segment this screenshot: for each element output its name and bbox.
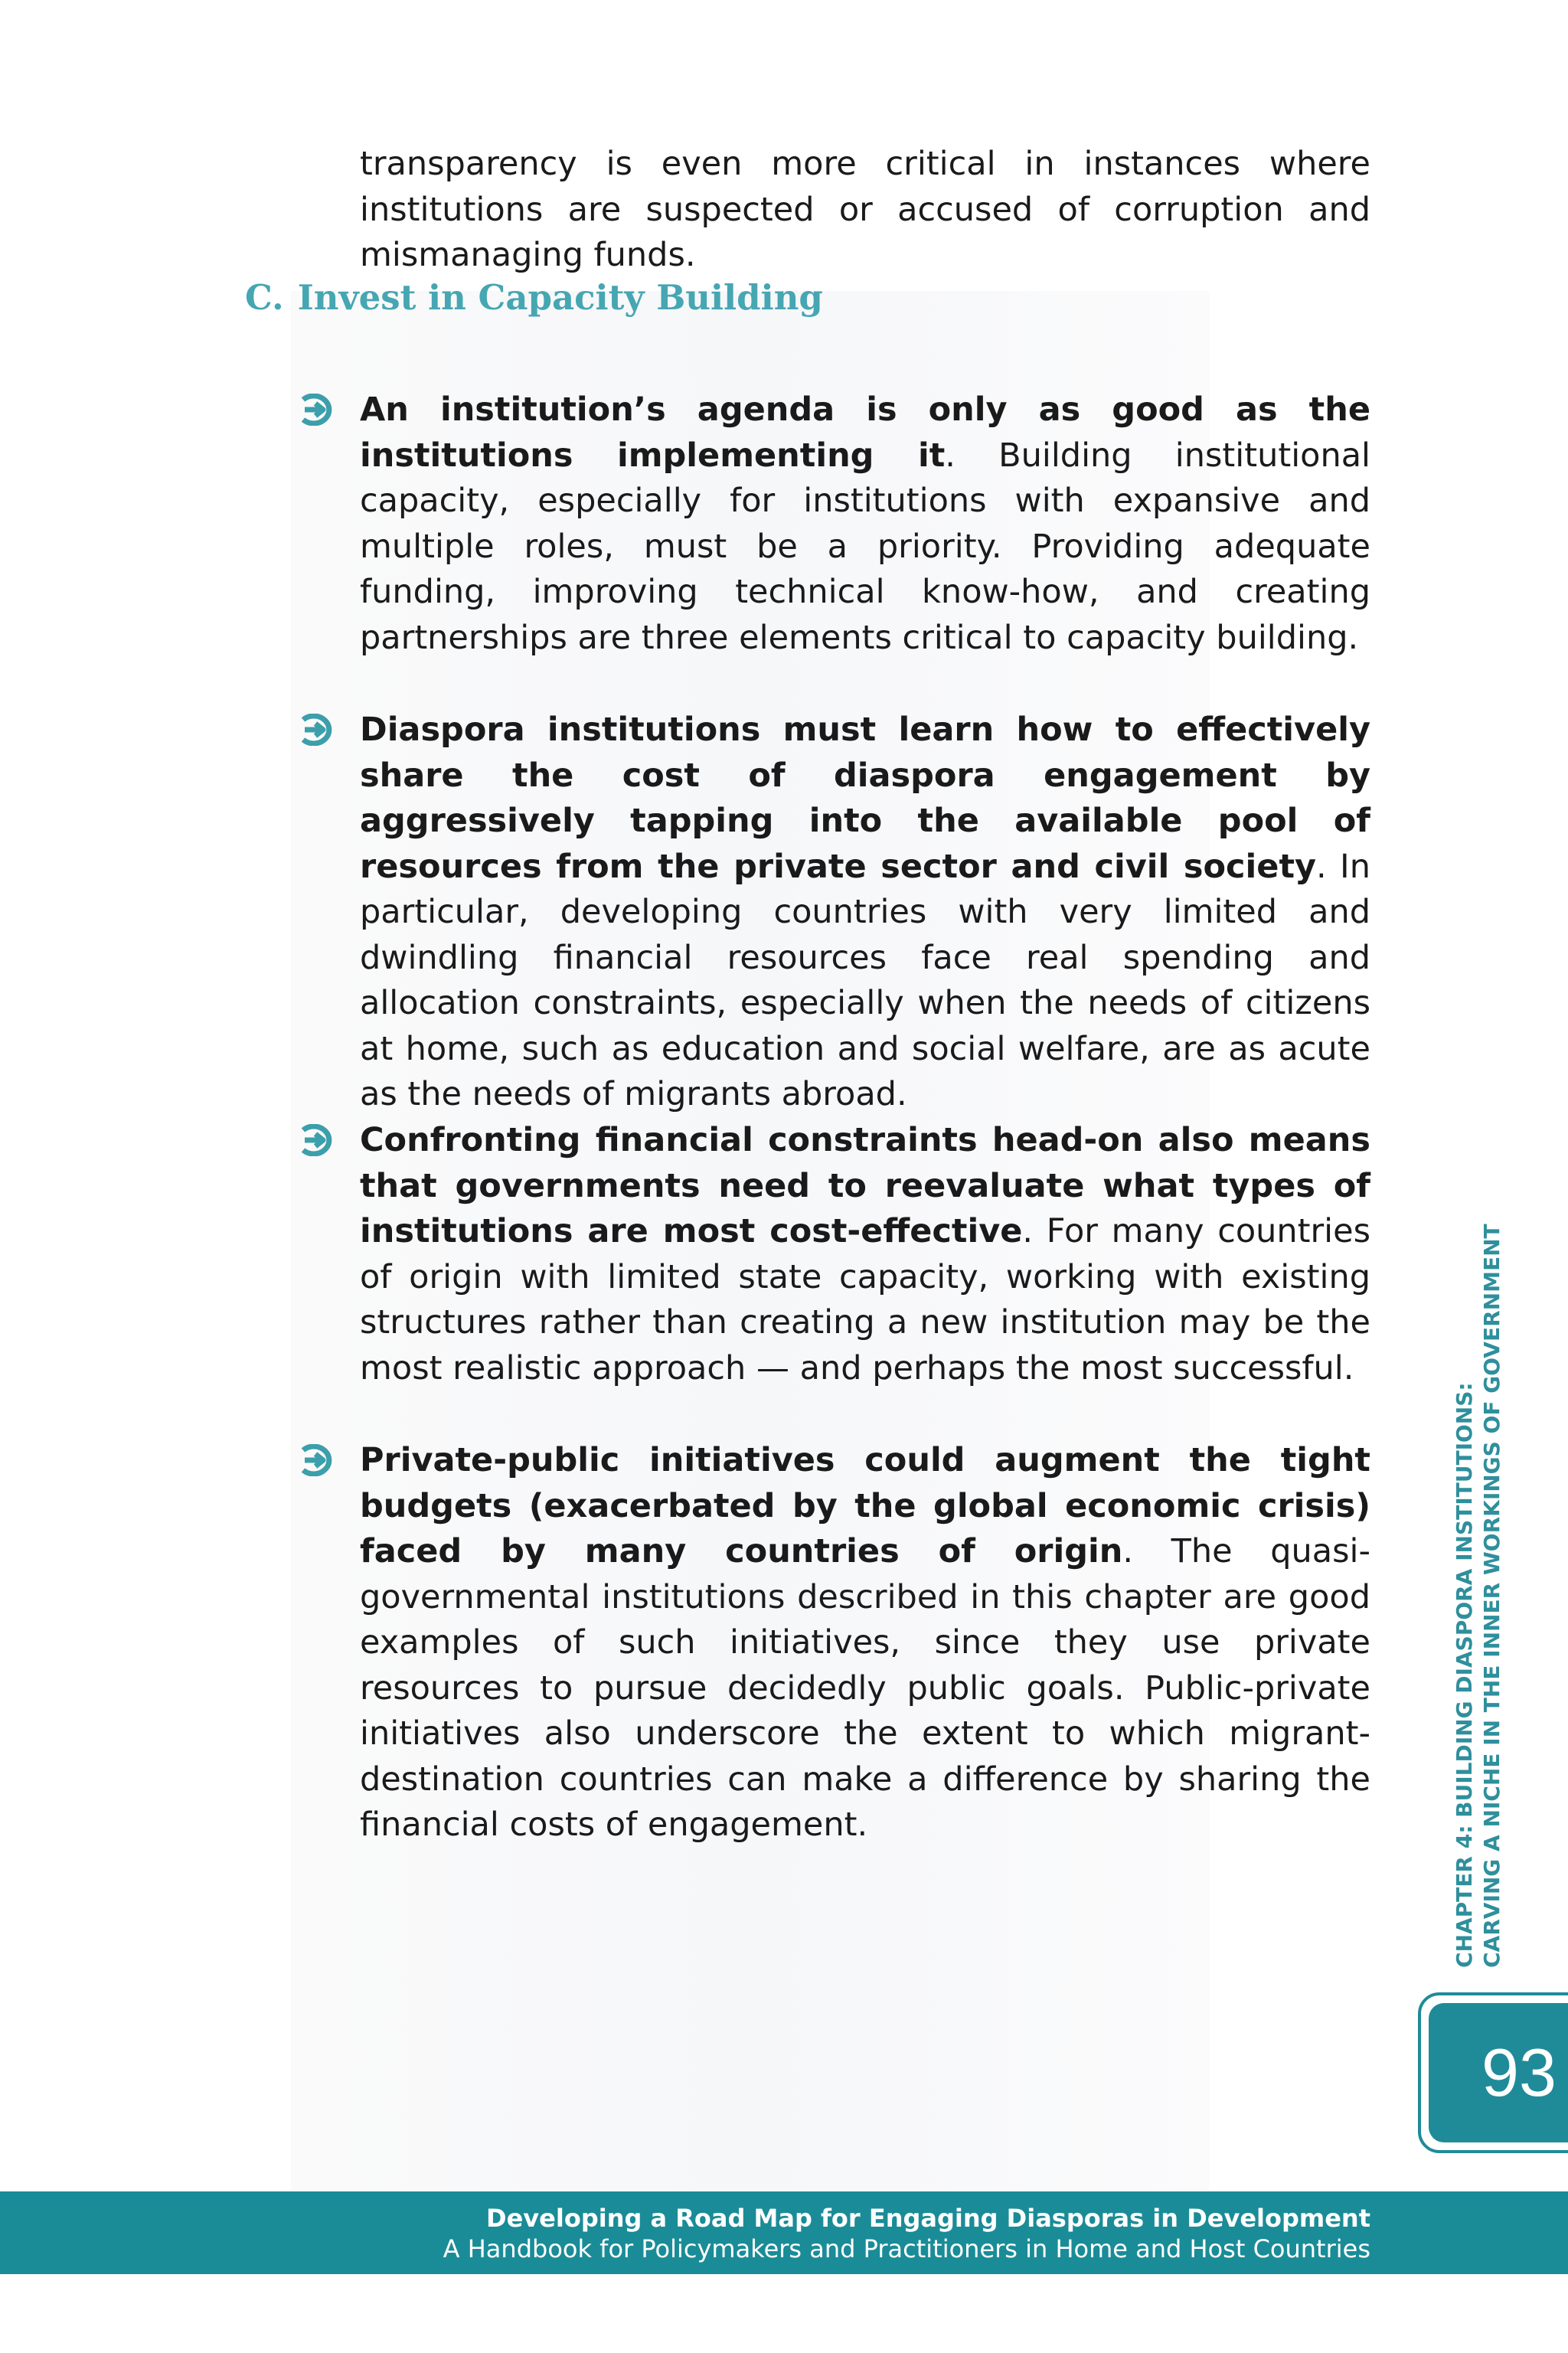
bullet-item	[360, 387, 1370, 661]
intro-paragraph: transparency is even more critical in instances where institutions are suspected or accused of corruption and mismanaging funds.	[360, 145, 1370, 274]
footer-subtitle: A Handbook for Policymakers and Practitioners in Home and Host Countries	[443, 2234, 1370, 2263]
bullet-paragraph	[360, 1118, 1370, 1391]
bullet-bold: Private-public initiatives could augment the tight budgets (exacerbated by the global economic crisis) faced by many countries of origin	[360, 1441, 1370, 1570]
page-number: 93	[1481, 2034, 1557, 2110]
bullet-paragraph	[360, 708, 1370, 1118]
circle-arrow-icon	[299, 714, 338, 746]
bullet-paragraph	[360, 1438, 1370, 1848]
bullet-bold: An institution’s agenda is only as good as the institutions implementing it	[360, 391, 1370, 475]
bullet-body: . In particular, developing countries with very limited and dwindling financial resources face real spending and allocation constraints, especially when the needs of citizens at home, such as education and social welfare, are as acute as the needs of migrants abroad.	[360, 847, 1370, 1113]
chapter-sidebar-line2: CARVING A NICHE IN THE INNER WORKINGS OF GOVERNMENT	[1479, 1224, 1504, 1968]
bullet-item	[360, 1118, 1370, 1391]
circle-arrow-icon	[299, 394, 338, 426]
bullet-item	[360, 708, 1370, 1118]
section-title: Invest in Capacity Building	[297, 277, 823, 318]
chapter-sidebar	[1451, 1224, 1504, 1968]
circle-arrow-icon	[299, 1124, 338, 1156]
bullet-body: . For many countries of origin with limited state capacity, working with existing structures rather than creating a new institution may be the most realistic approach — and perhaps the most successful.	[360, 1212, 1370, 1387]
bullet-body: . Building institutional capacity, especially for institutions with expansive and multiple roles, must be a priority. Providing adequate funding, improving technical know-how, and creating partnerships are three elements critical to capacity building.	[360, 436, 1370, 657]
bullet-bold: Diaspora institutions must learn how to effectively share the cost of diaspora engagement by aggressively tapping into the available pool of resources from the private sector and civil society	[360, 711, 1370, 886]
section-heading	[245, 277, 823, 318]
bullet-bold: Confronting financial constraints head-on also means that governments need to reevaluate what types of institutions are most cost-effective	[360, 1121, 1370, 1250]
footer-bar	[0, 2191, 1568, 2274]
chapter-sidebar-line1: CHAPTER 4: BUILDING DIASPORA INSTITUTIONS:	[1452, 1382, 1477, 1968]
page-number-tab	[1418, 1992, 1568, 2153]
bullet-item	[360, 1438, 1370, 1848]
section-letter: C.	[245, 277, 284, 318]
bullet-body: . The quasi-governmental institutions described in this chapter are good examples of such initiatives, since they use private resources to pursue decidedly public goals. Public-private initiatives also underscore the extent to which migrant-destination countries can make a difference by sharing the financial costs of engagement.	[360, 1532, 1370, 1844]
footer-title: Developing a Road Map for Engaging Diasporas in Development	[486, 2204, 1370, 2233]
circle-arrow-icon	[299, 1444, 338, 1476]
bullet-paragraph	[360, 387, 1370, 661]
page-number-box	[1429, 2003, 1568, 2142]
